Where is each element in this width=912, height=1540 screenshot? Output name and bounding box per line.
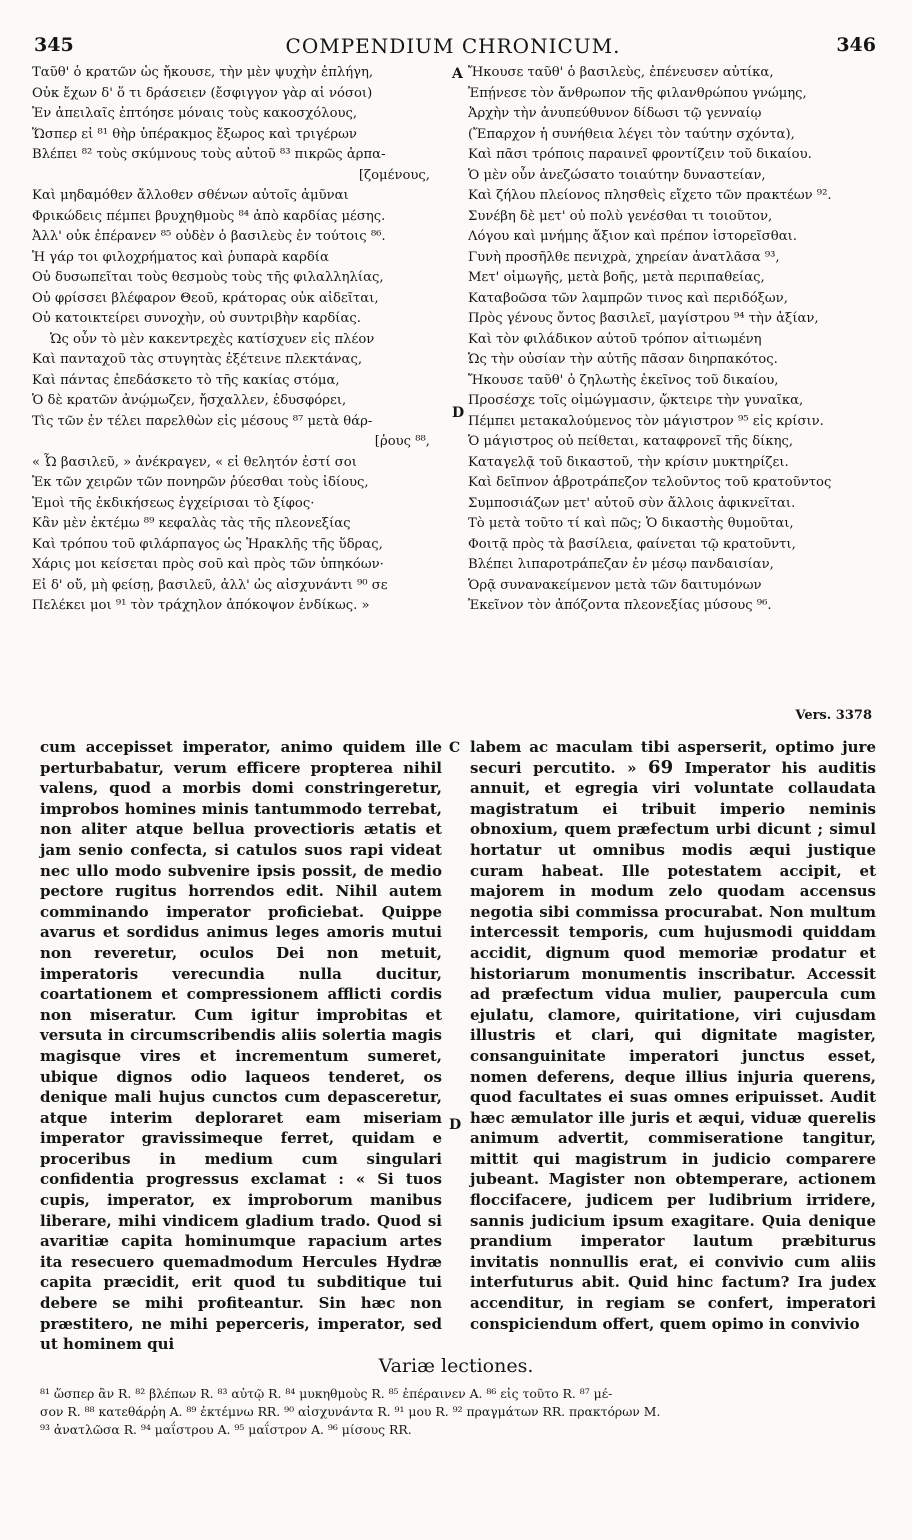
latin-paragraph-right xyxy=(470,737,876,1334)
verse-line: Ἀλλ' οὐκ ἐπέρανεν ⁸⁵ οὐδὲν ὁ βασιλεὺς ἐν τούτοις ⁸⁶. xyxy=(32,229,386,244)
verse-line: Ὡς οὖν τὸ μὲν κακεντρεχὲς κατίσχυεν εἰς πλέον xyxy=(50,331,375,347)
latin-text-section: Imperator his auditis annuit, et egregia viri voluntate collaudata magistratum ei tribuit imperio neminis obnoxium, quem præfectum urbi dicunt ; simul hortatur ut omnibus modis æqui justique curam habeat. Ille potestatem accipit, et majorem in modum zelo quodam accensus negotia sibi commissa procurabat. Non multum intercessit temporis, cum hujusmodi quiddam accidit, dignum quod memoriæ prodatur et historiarum monumentis inscribatur. Accessit ad præfectum vidua mulier, paupercula cum ejulatu, clamore, quiritatione, viri cujusdam illustris et clari, qui dignitate magister, consanguinitate imperatori junctus esset, nomen deferens, deque illius injuria querens, quod facultates ei suas omnes eripuisset. Audit hæc æmulator ille juris et æqui, viduæ querelis animum advertit, commiseratione tangitur, mittit qui magistrum in judicio comparere jubeant. Magister non obtemperare, actionem floccifacere, judicem per ludibrium irridere, sannis judicium ipsum exagitare. Quia denique prandium imperator lautum præbiturus invitatis nonnullis erat, ei convivio cum aliis interfuturus abit. Quid hinc factum? Ira judex accenditur, in regiam se confert, imperatori conspiciendum offert, quem opimo in convivio xyxy=(470,758,876,1333)
note-line: σον R. ⁸⁸ κατεθάρῥη A. ⁸⁹ ἐκτέμνω RR. ⁹⁰ αἰσχυνάντα R. ⁹¹ μου R. ⁹² πραγμάτων RR. πρακτόρων M. xyxy=(40,1404,661,1419)
verse-line: Οὐ κατοικτείρει συνοχὴν, οὐ συντριβὴν καρδίας. xyxy=(32,311,361,326)
verse-line: Καὶ πανταχοῦ τὰς στυγητὰς ἐξέτεινε πλεκτάνας, xyxy=(32,352,363,367)
verse-line: Πέμπει μετακαλούμενος τὸν μάγιστρον ⁹⁵ εἰς κρίσιν. xyxy=(468,413,824,429)
verse-line: Ἐπῄνεσε τὸν ἄνθρωπον τῆς φιλανθρώπου γνώμης, xyxy=(468,85,807,101)
verse-line: Καταγελᾷ τοῦ δικαστοῦ, τὴν κρίσιν μυκτηρίζει. xyxy=(468,454,789,470)
verse-line: Ἀρχὴν τὴν ἀνυπεύθυνον δίδωσι τῷ γενναίῳ xyxy=(468,106,762,121)
verse-line: Τὶς τῶν ἐν τέλει παρελθὼν εἰς μέσους ⁸⁷ μετὰ θάρ- xyxy=(32,413,373,429)
variae-lectiones-title: Variæ lectiones. xyxy=(378,1355,534,1377)
verse-line: Ὁρᾷ συνανακείμενον μετὰ τῶν δαιτυμόνων xyxy=(468,577,762,593)
verse-line: Ἐμοὶ τῆς ἐκδικήσεως ἐγχείρισαι τὸ ξίφος· xyxy=(32,495,315,511)
verse-line: Ἐκ τῶν χειρῶν τῶν πονηρῶν ῥύεσθαι τοὺς ἰδίους, xyxy=(32,475,369,490)
margin-letter-c: C xyxy=(449,740,461,756)
verse-line: Φρικώδεις πέμπει βρυχηθμοὺς ⁸⁴ ἀπὸ καρδίας μέσης. xyxy=(32,208,386,224)
latin-column-left xyxy=(40,737,442,1355)
verse-line: « Ὦ βασιλεῦ, » ἀνέκραγεν, « εἰ θελητόν ἐστί σοι xyxy=(32,454,357,470)
verse-line: Ἤκουσε ταῦθ' ὁ ζηλωτὴς ἐκεῖνος τοῦ δικαίου, xyxy=(468,372,779,388)
latin-text-continued: labem ac maculam tibi asperserit, optimo jure securi percutito. » xyxy=(470,738,876,777)
note-line: ⁸¹ ὥσπερ ἂν R. ⁸² βλέπων R. ⁸³ αὐτῷ R. ⁸⁴ μυκηθμοὺς R. ⁸⁵ ἐπέραινεν A. ⁸⁶ εἰς τοῦτο R. ⁸⁷ μέ- xyxy=(40,1386,613,1401)
verse-line: Ὥσπερ εἰ ⁸¹ θὴρ ὑπέρακμος ἔξωρος καὶ τριγέρων xyxy=(32,126,357,142)
verse-line: Ὡς τὴν οὐσίαν τὴν αὐτῆς πᾶσαν διηρπακότος. xyxy=(468,352,778,367)
verse-line: Καὶ πάντας ἐπεδάσκετο τὸ τῆς κακίας στόμα, xyxy=(32,372,340,388)
verse-line: Οὐ δυσωπεῖται τοὺς θεσμοὺς τοὺς τῆς φιλαλληλίας, xyxy=(32,270,384,285)
margin-letter-d-latin: D xyxy=(449,1117,462,1133)
verse-line: Λόγου καὶ μνήμης ἄξιον καὶ πρέπον ἱστορεῖσθαι. xyxy=(468,229,797,244)
verse-line: Οὐκ ἔχων δ' ὅ τι δράσειεν (ἔσφιγγον γὰρ αἱ νόσοι) xyxy=(32,85,373,101)
latin-paragraph-left: cum accepisset imperator, animo quidem ille perturbabatur, verum efficere propterea nihil valens, quod a morbis domi constringeretur, improbos homines minis tantummodo terrebat, non aliter atque bellua provectioris ætatis et jam senio confecta, si catulos suos rapi videat nec ullo modo subvenire ipsis possit, de medio pectore rugitus horrendos edit. Nihil autem comminando imperator proficiebat. Quippe avarus et sordidus animus leges amoris mutui non reveretur, oculos Dei non metuit, imperatoris verecundia nulla ducitur, coartationem et compressionem afflicti cordis non miseratur. Cum igitur improbitas et versuta in circumscribendis aliis solertia magis magisque vires et incrementum sumeret, ubique dignos odio laqueos tenderet, os denique mali hujus cunctos cum depasceretur, atque interim deploraret eam miseriam imperator gravissimeque ferret, quidam e proceribus in medium cum singulari confidentia progressus exclamat : « Si tuos cupis, imperator, ex improborum manibus liberare, mihi vindicem gladium trado. Quod si avaritiæ capita hominumque rapacium artes ita resecuero quemadmodum Hercules Hydræ capita præcidit, erit quod tu subditique tui debere se mihi profiteantur. Sin hæc non præstitero, ne mihi peperceris, imperator, sed ut hominem qui xyxy=(40,738,442,1354)
verse-line: Καὶ τρόπου τοῦ φιλάρπαγος ὡς Ἡρακλῆς τῆς ὕδρας, xyxy=(32,536,383,552)
margin-letter-a: A xyxy=(452,66,463,82)
verse-line: Χάρις μοι κείσεται πρὸς σοῦ καὶ πρὸς τῶν ὑπηκόων· xyxy=(32,557,384,572)
verse-line: Μετ' οἰμωγῆς, μετὰ βοῆς, μετὰ περιπαθείας, xyxy=(468,270,765,285)
page-title: COMPENDIUM CHRONICUM. xyxy=(285,34,621,58)
latin-column-right xyxy=(470,737,876,1334)
running-header xyxy=(30,34,876,60)
verse-line: Συμποσιάζων μετ' αὐτοῦ σὺν ἄλλοις ἀφικνεῖται. xyxy=(468,495,796,511)
greek-verse-column-left xyxy=(32,63,454,617)
verse-line: Βλέπει ⁸² τοὺς σκύμνους τοὺς αὐτοῦ ⁸³ πικρῶς ἁρπα- xyxy=(32,147,386,162)
verse-line: Καὶ τὸν φιλάδικον αὐτοῦ τρόπον αἰτιωμένη xyxy=(468,331,762,347)
note-line: ⁹³ ἀνατλῶσα R. ⁹⁴ μαΐστρου A. ⁹⁵ μαΐστρον A. ⁹⁶ μίσους RR. xyxy=(40,1422,412,1437)
verse-line: Προσέσχε τοῖς οἰμώγμασιν, ᾤκτειρε τὴν γυναῖκα, xyxy=(468,393,804,408)
verse-line: (Ἔπαρχον ἡ συνήθεια λέγει τὸν ταύτην σχόντα), xyxy=(468,126,795,142)
verse-line: Καὶ μηδαμόθεν ἄλλοθεν σθένων αὐτοῖς ἀμῦναι xyxy=(32,188,349,203)
verse-line: Φοιτᾷ πρὸς τὰ βασίλεια, φαίνεται τῷ κρατοῦντι, xyxy=(468,536,796,552)
variant-readings-notes xyxy=(40,1385,880,1439)
verse-line: Πελέκει μοι ⁹¹ τὸν τράχηλον ἀπόκοψον ἐνδίκως. » xyxy=(32,598,370,613)
verse-line: Καταβοῶσα τῶν λαμπρῶν τινος καὶ περιδόξων, xyxy=(468,290,788,306)
verse-line: Ὁ δὲ κρατῶν ἀνῴμωζεν, ἤσχαλλεν, ἐδυσφόρει, xyxy=(32,393,347,408)
section-number: 69 xyxy=(648,756,674,778)
verse-line: Κἂν μὲν ἐκτέμω ⁸⁹ κεφαλὰς τὰς τῆς πλεονεξίας xyxy=(32,516,351,531)
verse-line: Γυνὴ προσῆλθε πενιχρὰ, χηρείαν ἀνατλᾶσα ⁹³, xyxy=(468,249,780,265)
verse-line: Ἐκεῖνον τὸν ἀπόζοντα πλεονεξίας μύσους ⁹⁶. xyxy=(468,598,772,613)
verse-line: Καὶ ζήλου πλείονος πλησθεὶς εἴχετο τῶν πρακτέων ⁹². xyxy=(468,188,832,203)
verse-line: Πρὸς γένους ὄντος βασιλεῖ, μαγίστρου ⁹⁴ τὴν ἀξίαν, xyxy=(468,311,819,326)
margin-letter-d: D xyxy=(452,405,465,421)
verse-line: Τὸ μετὰ τοῦτο τί καὶ πῶς; Ὁ δικαστὴς θυμοῦται, xyxy=(468,516,794,531)
verse-line: Ἤκουσε ταῦθ' ὁ βασιλεὺς, ἐπένευσεν αὐτίκα, xyxy=(468,65,774,80)
verse-line: Καὶ δεῖπνον ἁβροτράπεζον τελοῦντος τοῦ κρατοῦντος xyxy=(468,475,832,490)
verse-line: [ῥους ⁸⁸, xyxy=(374,434,430,449)
verse-line: Βλέπει λιπαροτράπεζαν ἐν μέσῳ πανδαισίαν, xyxy=(468,557,774,572)
verse-line: Ὁ μὲν οὖν ἀνεζώσατο τοιαύτην δυναστείαν, xyxy=(468,167,766,183)
verse-line: Ταῦθ' ὁ κρατῶν ὡς ἤκουσε, τὴν μὲν ψυχὴν ἐπλήγη, xyxy=(32,65,374,80)
verse-line: Ἡ γάρ τοι φιλοχρήματος καὶ ῥυπαρὰ καρδία xyxy=(32,249,329,265)
page-number-right: 346 xyxy=(836,34,876,56)
greek-verse-column-right xyxy=(468,63,884,617)
verse-line: Συνέβη δὲ μετ' οὐ πολὺ γενέσθαι τι τοιοῦτον, xyxy=(468,208,773,224)
verse-line: Καὶ πᾶσι τρόποις παραινεῖ φροντίζειν τοῦ δικαίου. xyxy=(468,147,812,162)
verse-line: Ὁ μάγιστρος οὐ πείθεται, καταφρονεῖ τῆς δίκης, xyxy=(468,434,794,449)
verse-line: Ἐν ἀπειλαῖς ἐπτόησε μόναις τοὺς κακοσχόλους, xyxy=(32,106,358,121)
page-number-left: 345 xyxy=(34,34,74,56)
verse-line: Εἰ δ' οὔ, μὴ φείσῃ, βασιλεῦ, ἀλλ' ὡς αἰσχυνάντι ⁹⁰ σε xyxy=(32,577,388,593)
verse-line: [ζομένους, xyxy=(358,167,430,183)
verse-line: Οὐ φρίσσει βλέφαρον Θεοῦ, κράτορας οὐκ αἰδεῖται, xyxy=(32,290,379,306)
verse-reference: Vers. 3378 xyxy=(795,708,872,723)
